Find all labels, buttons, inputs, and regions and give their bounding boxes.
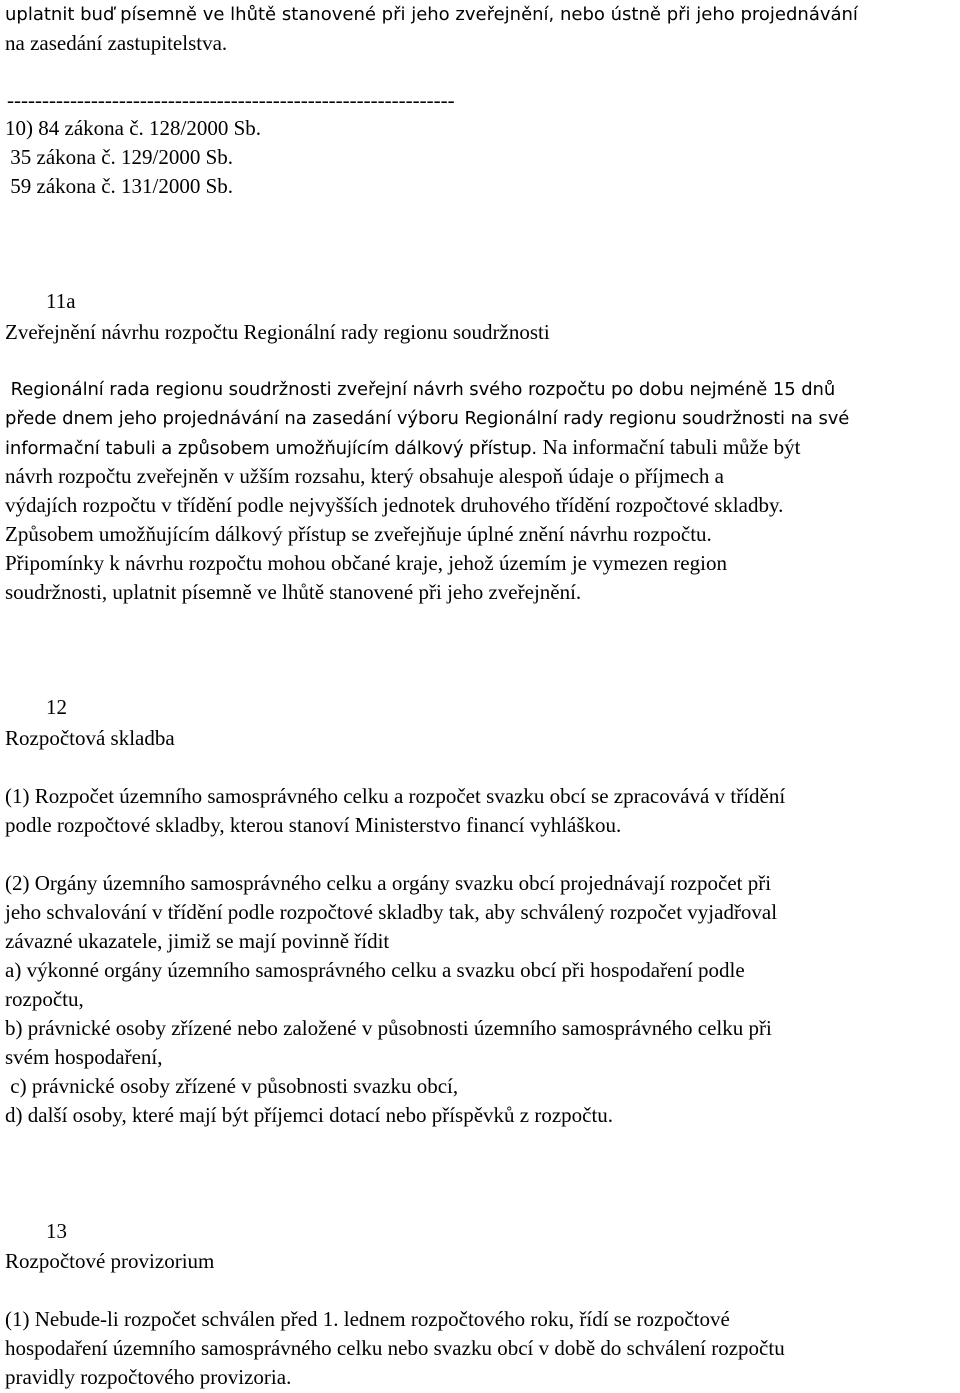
footnote-line: 59 zákona č. 131/2000 Sb. bbox=[5, 174, 234, 198]
section-sign-icon bbox=[26, 287, 46, 316]
paragraph-line: návrh rozpočtu zveřejněn v užším rozsahu, který obsahuje alespoň údaje o příjmech a bbox=[5, 464, 724, 488]
section-sign-icon bbox=[26, 1217, 46, 1246]
footnote-line: 35 zákona č. 129/2000 Sb. bbox=[5, 145, 234, 169]
paragraph-line: pravidly rozpočtového provizoria. bbox=[5, 1365, 292, 1389]
paragraph-line: výdajích rozpočtu v třídění podle nejvyšších jednotek druhového třídění rozpočtové skladby. bbox=[5, 493, 784, 517]
paragraph-line: podle rozpočtové skladby, kterou stanoví Ministerstvo financí vyhláškou. bbox=[5, 813, 622, 837]
list-item: svém hospodaření, bbox=[5, 1045, 163, 1069]
paragraph-line: Způsobem umožňujícím dálkový přístup se zveřejňuje úplné znění návrhu rozpočtu. bbox=[5, 522, 712, 546]
section-sign-icon bbox=[26, 693, 46, 722]
paragraph-line: soudržnosti, uplatnit písemně ve lhůtě stanovené při jeho zveřejnění. bbox=[5, 580, 582, 604]
footnote-separator: ---------------------------------------------------------------- bbox=[7, 88, 455, 112]
list-item: d) další osoby, které mají být příjemci dotací nebo příspěvků z rozpočtu. bbox=[5, 1103, 614, 1127]
paragraph-line-mixed bbox=[5, 433, 800, 462]
paragraph-segment: informační tabuli a způsobem umožňujícím dálkový přístup. bbox=[5, 438, 543, 459]
footnote-line: 10) 84 zákona č. 128/2000 Sb. bbox=[5, 116, 262, 140]
paragraph-segment: Na informační tabuli může být bbox=[542, 435, 801, 459]
list-item: c) právnické osoby zřízené v působnosti svazku obcí, bbox=[5, 1074, 459, 1098]
paragraph-line: přede dnem jeho projednávání na zasedání výboru Regionální rady regionu soudržnosti na své bbox=[5, 408, 850, 429]
paragraph-line: (1) Rozpočet územního samosprávného celku a rozpočet svazku obcí se zpracovává v třídění bbox=[5, 784, 786, 808]
section-title: Rozpočtová skladba bbox=[5, 726, 175, 750]
list-item: b) právnické osoby zřízené nebo založené v působnosti územního samosprávného celku při bbox=[5, 1016, 772, 1040]
section-number: 11a bbox=[46, 289, 76, 313]
body-text-line: uplatnit buď písemně ve lhůtě stanovené při jeho zveřejnění, nebo ústně při jeho projednávání bbox=[5, 4, 858, 25]
paragraph-line: Regionální rada regionu soudržnosti zveřejní návrh svého rozpočtu po dobu nejméně 15 dnů bbox=[5, 379, 836, 400]
paragraph-line: (2) Orgány územního samosprávného celku a orgány svazku obcí projednávají rozpočet při bbox=[5, 871, 772, 895]
paragraph-line: hospodaření územního samosprávného celku nebo svazku obcí v době do schválení rozpočtu bbox=[5, 1336, 785, 1360]
list-item: a) výkonné orgány územního samosprávného celku a svazku obcí při hospodaření podle bbox=[5, 958, 745, 982]
paragraph-line: závazné ukazatele, jimiž se mají povinně řídit bbox=[5, 929, 390, 953]
paragraph-line: Připomínky k návrhu rozpočtu mohou občané kraje, jehož územím je vymezen region bbox=[5, 551, 727, 575]
paragraph-line: jeho schvalování v třídění podle rozpočtové skladby tak, aby schválený rozpočet vyjadřoval bbox=[5, 900, 778, 924]
section-title: Rozpočtové provizorium bbox=[5, 1249, 215, 1273]
paragraph-line: (1) Nebude-li rozpočet schválen před 1. lednem rozpočtového roku, řídí se rozpočtové bbox=[5, 1307, 730, 1331]
list-item: rozpočtu, bbox=[5, 987, 84, 1011]
section-title: Zveřejnění návrhu rozpočtu Regionální rady regionu soudržnosti bbox=[5, 320, 550, 344]
section-number: 12 bbox=[46, 695, 67, 719]
section-number: 13 bbox=[46, 1219, 67, 1243]
body-text-line: na zasedání zastupitelstva. bbox=[5, 31, 228, 55]
